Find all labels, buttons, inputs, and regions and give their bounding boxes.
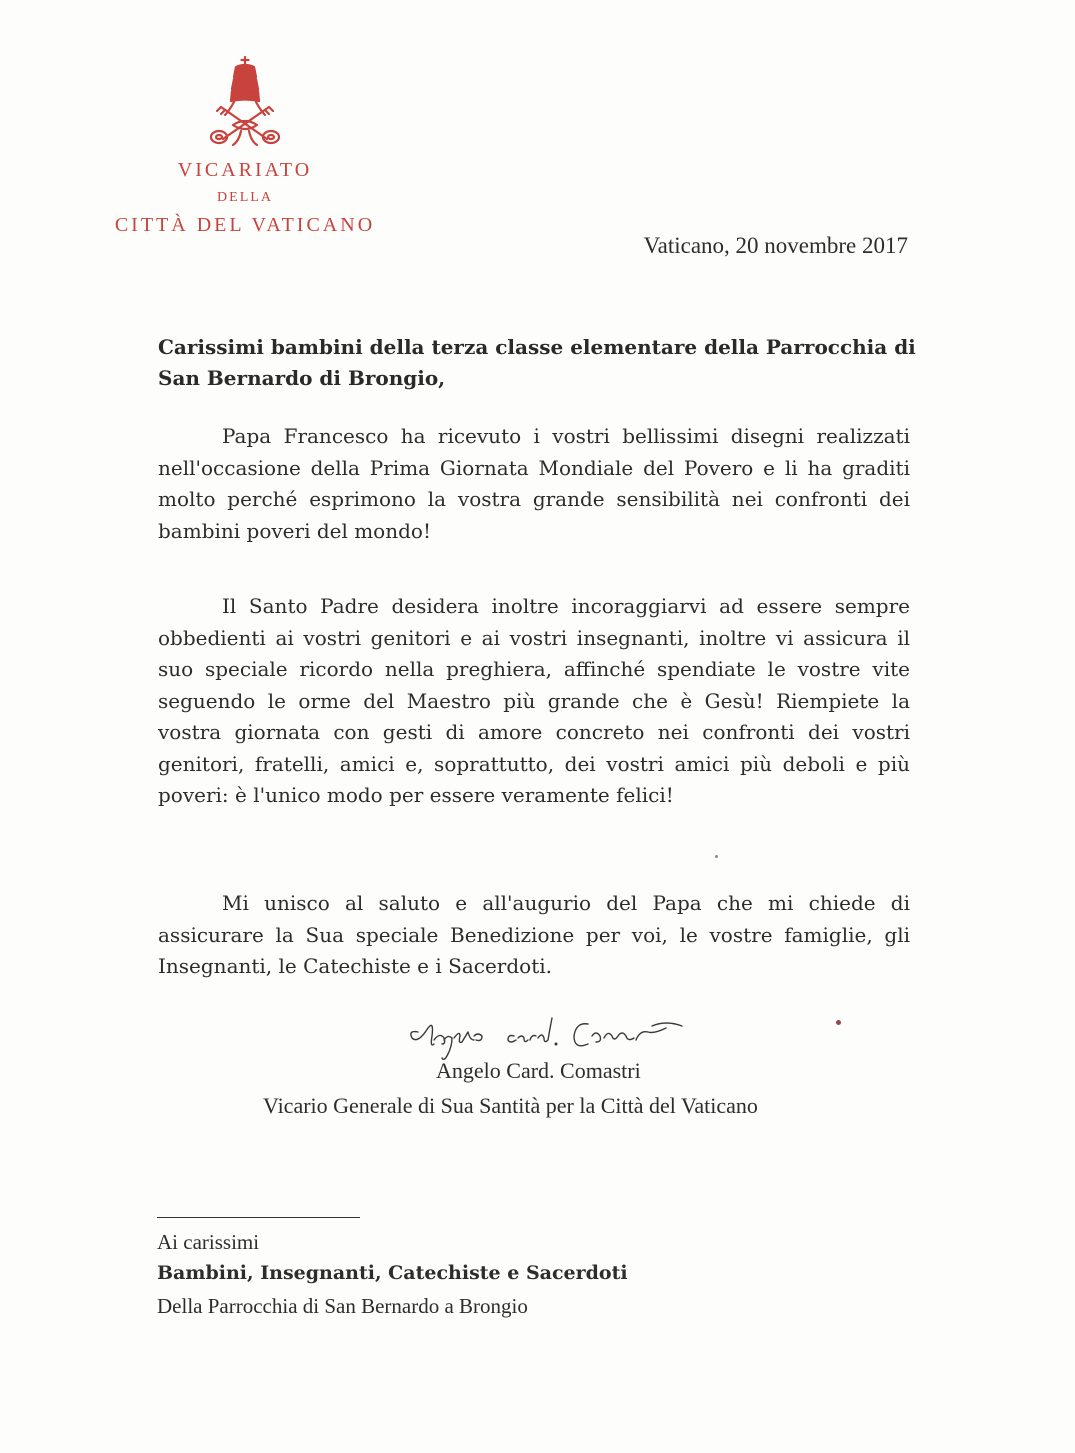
body-paragraph-1: Papa Francesco ha ricevuto i vostri bellissimi disegni realizzati nell'occasione della Prima Giornata Mondiale del Povero e li ha graditi molto perché esprimono la vostra grande sensibilità nei confronti dei bambini poveri del mondo!	[158, 424, 910, 543]
body-paragraph-3: Mi unisco al saluto e all'augurio del Papa che mi chiede di assicurare la Sua speciale Benedizione per voi, le vostre famiglie, gli Insegnanti, le Catechiste e i Sacerdoti.	[158, 891, 910, 978]
body-paragraph-2: Il Santo Padre desidera inoltre incoraggiarvi ad essere sempre obbedienti ai vostri genitori e ai vostri insegnanti, inoltre vi assicura il suo speciale ricordo nella preghiera, affinché spendiate le vostre vite seguendo le orme del Maestro più grande che è Gesù! Riempiete la vostra giornata con gesti di amore concreto nei confronti dei vostri genitori, fratelli, amici e, soprattutto, dei vostri amici più deboli e più poveri: è l'unico modo per essere veramente felici!	[158, 594, 910, 807]
addressee-line-1: Ai carissimi	[157, 1230, 260, 1254]
paper-speck	[715, 855, 718, 858]
letterhead-line-2: DELLA	[217, 190, 273, 205]
addressee-line-2: Bambini, Insegnanti, Catechiste e Sacerdoti	[157, 1262, 628, 1284]
letterhead	[100, 55, 390, 235]
letterhead-line-1: VICARIATO	[177, 159, 313, 181]
letterhead-line-3: CITTÀ DEL VATICANO	[114, 214, 376, 236]
letter-date: Vaticano, 20 novembre 2017	[643, 233, 908, 258]
signer-title: Vicario Generale di Sua Santità per la Città del Vaticano	[263, 1093, 758, 1118]
addressee-line-3: Della Parrocchia di San Bernardo a Brongio	[157, 1294, 528, 1318]
address-divider	[157, 1217, 360, 1218]
paper-speck	[836, 1020, 841, 1025]
papal-keys-tiara-icon	[203, 55, 287, 147]
salutation: Carissimi bambini della terza classe elementare della Parrocchia di San Bernardo di Brongio,	[158, 335, 916, 390]
signer-name: Angelo Card. Comastri	[436, 1058, 641, 1083]
